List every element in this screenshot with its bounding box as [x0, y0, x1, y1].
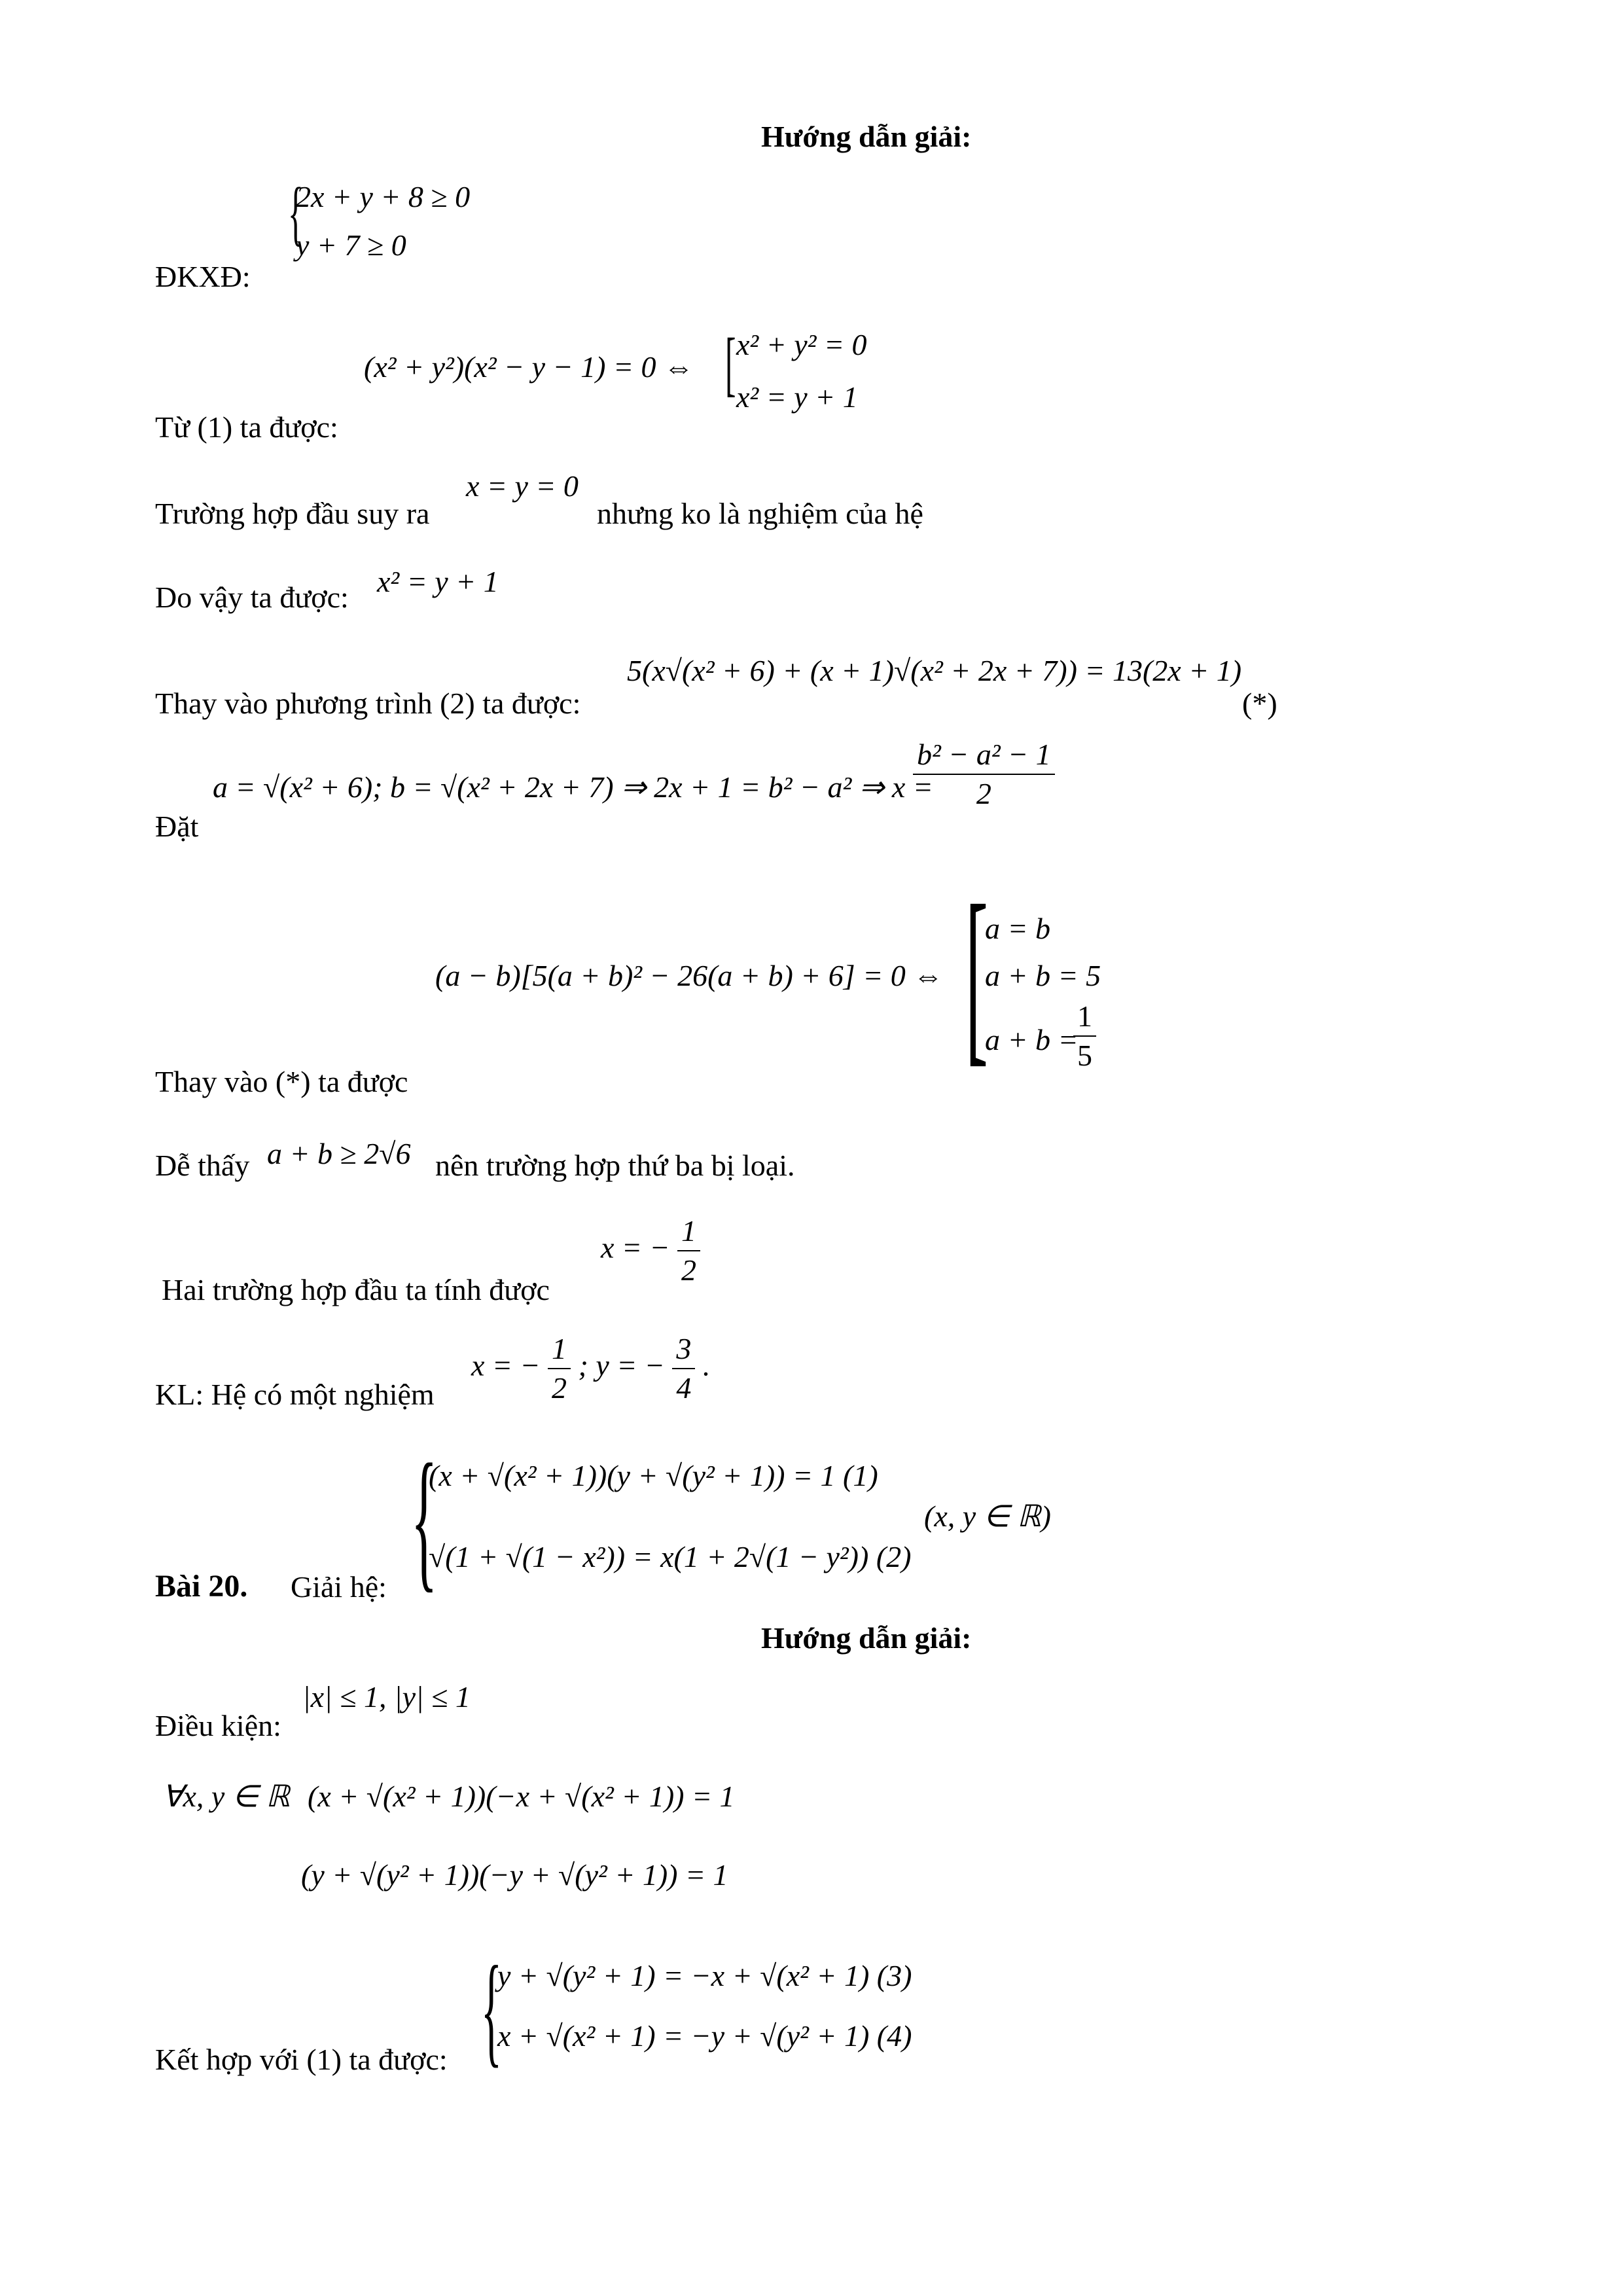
conclusion-period: .	[702, 1348, 711, 1382]
case1-suffix: nhưng ko là nghiệm của hệ	[597, 497, 923, 530]
factor-equation: (a − b)[5(a + b)² − 26(a + b) + 6] = 0 ⇔	[435, 959, 944, 992]
solution-heading-2: Hướng dẫn giải:	[761, 1621, 972, 1655]
forall-prefix: ∀x, y ∈ ℝ	[162, 1780, 290, 1813]
factor-case-2: a + b = 5	[985, 959, 1101, 992]
two-cases-x: x = −	[601, 1230, 670, 1265]
identity-2: (y + √(y² + 1))(−y + √(y² + 1)) = 1	[301, 1858, 728, 1892]
from1-case-1: x² + y² = 0	[736, 328, 867, 361]
from1-equation: (x² + y²)(x² − y − 1) = 0 ⇔	[364, 350, 694, 384]
substitute-equation: 5(x√(x² + 6) + (x + 1)√(x² + 2x + 7)) = 13(2x + 1)	[627, 654, 1242, 687]
two-cases-label: Hai trường hợp đầu ta tính được	[162, 1273, 550, 1306]
dkxd-condition-2: y + 7 ≥ 0	[296, 228, 406, 262]
easy-prefix: Dễ thấy	[155, 1149, 250, 1182]
solution-heading: Hướng dẫn giải:	[761, 120, 972, 153]
condition-label: Điều kiện:	[155, 1709, 281, 1742]
conclusion-x-numerator: 1	[548, 1334, 571, 1369]
left-brace: {	[411, 1431, 438, 1605]
problem20-equation-1: (x + √(x² + 1))(y + √(y² + 1)) = 1 (1)	[429, 1459, 878, 1492]
from1-label: Từ (1) ta được:	[155, 410, 338, 444]
two-cases-numerator: 1	[677, 1216, 700, 1251]
identity-1: (x + √(x² + 1))(−x + √(x² + 1)) = 1	[308, 1780, 735, 1813]
two-cases-denominator: 2	[681, 1253, 696, 1287]
from1-case-2: x² = y + 1	[736, 380, 858, 414]
case1-prefix: Trường hợp đầu suy ra	[155, 497, 430, 530]
conclusion-equation	[471, 1334, 710, 1403]
combine-equation-3: y + √(y² + 1) = −x + √(x² + 1) (3)	[497, 1959, 912, 1992]
therefore-equation: x² = y + 1	[377, 565, 499, 598]
left-brace: [	[725, 323, 736, 403]
factor-fraction-numerator: 1	[1073, 1001, 1096, 1037]
left-bracket: [	[965, 865, 988, 1083]
therefore-label: Do vậy ta được:	[155, 581, 349, 614]
conclusion-label: KL: Hệ có một nghiệm	[155, 1378, 435, 1411]
left-brace: {	[481, 1941, 502, 2079]
x-fraction-numerator: b² − a² − 1	[913, 740, 1055, 775]
substitute-label: Thay vào phương trình (2) ta được:	[155, 687, 581, 720]
sub-star-label: Thay vào (*) ta được	[155, 1065, 408, 1098]
substitution-definition: a = √(x² + 6); b = √(x² + 2x + 7) ⇒ 2x + 1 = b² − a² ⇒ x =	[213, 770, 933, 804]
factor-fraction	[1073, 1001, 1096, 1071]
problem20-domain: (x, y ∈ ℝ)	[924, 1499, 1051, 1533]
x-fraction-denominator: 2	[976, 777, 991, 810]
conclusion-y: ; y = −	[578, 1348, 665, 1382]
factor-case-1: a = b	[985, 912, 1051, 945]
x-fraction	[913, 740, 1055, 809]
conclusion-y-numerator: 3	[672, 1334, 695, 1369]
combine-label: Kết hợp với (1) ta được:	[155, 2043, 448, 2076]
equation-tag: (*)	[1242, 687, 1277, 720]
conclusion-x-denominator: 2	[552, 1371, 567, 1405]
dkxd-label: ĐKXĐ:	[155, 260, 251, 293]
left-brace: {	[288, 173, 304, 253]
problem20-title: Bài 20.	[155, 1569, 248, 1604]
condition-equation: |x| ≤ 1, |y| ≤ 1	[302, 1680, 471, 1713]
factor-fraction-denominator: 5	[1077, 1039, 1092, 1072]
two-cases-equation	[601, 1216, 700, 1285]
problem20-prompt: Giải hệ:	[291, 1570, 387, 1604]
easy-equation: a + b ≥ 2√6	[267, 1137, 411, 1170]
set-label: Đặt	[155, 810, 199, 843]
conclusion-x: x = −	[471, 1348, 541, 1382]
factor-case-3: a + b =	[985, 1023, 1079, 1056]
dkxd-condition-1: 2x + y + 8 ≥ 0	[296, 180, 471, 213]
combine-equation-4: x + √(x² + 1) = −y + √(y² + 1) (4)	[497, 2019, 912, 2053]
easy-suffix: nên trường hợp thứ ba bị loại.	[435, 1149, 795, 1182]
case1-equation: x = y = 0	[466, 469, 579, 503]
problem20-equation-2: √(1 + √(1 − x²)) = x(1 + 2√(1 − y²)) (2)	[429, 1540, 912, 1573]
conclusion-y-denominator: 4	[676, 1371, 692, 1405]
